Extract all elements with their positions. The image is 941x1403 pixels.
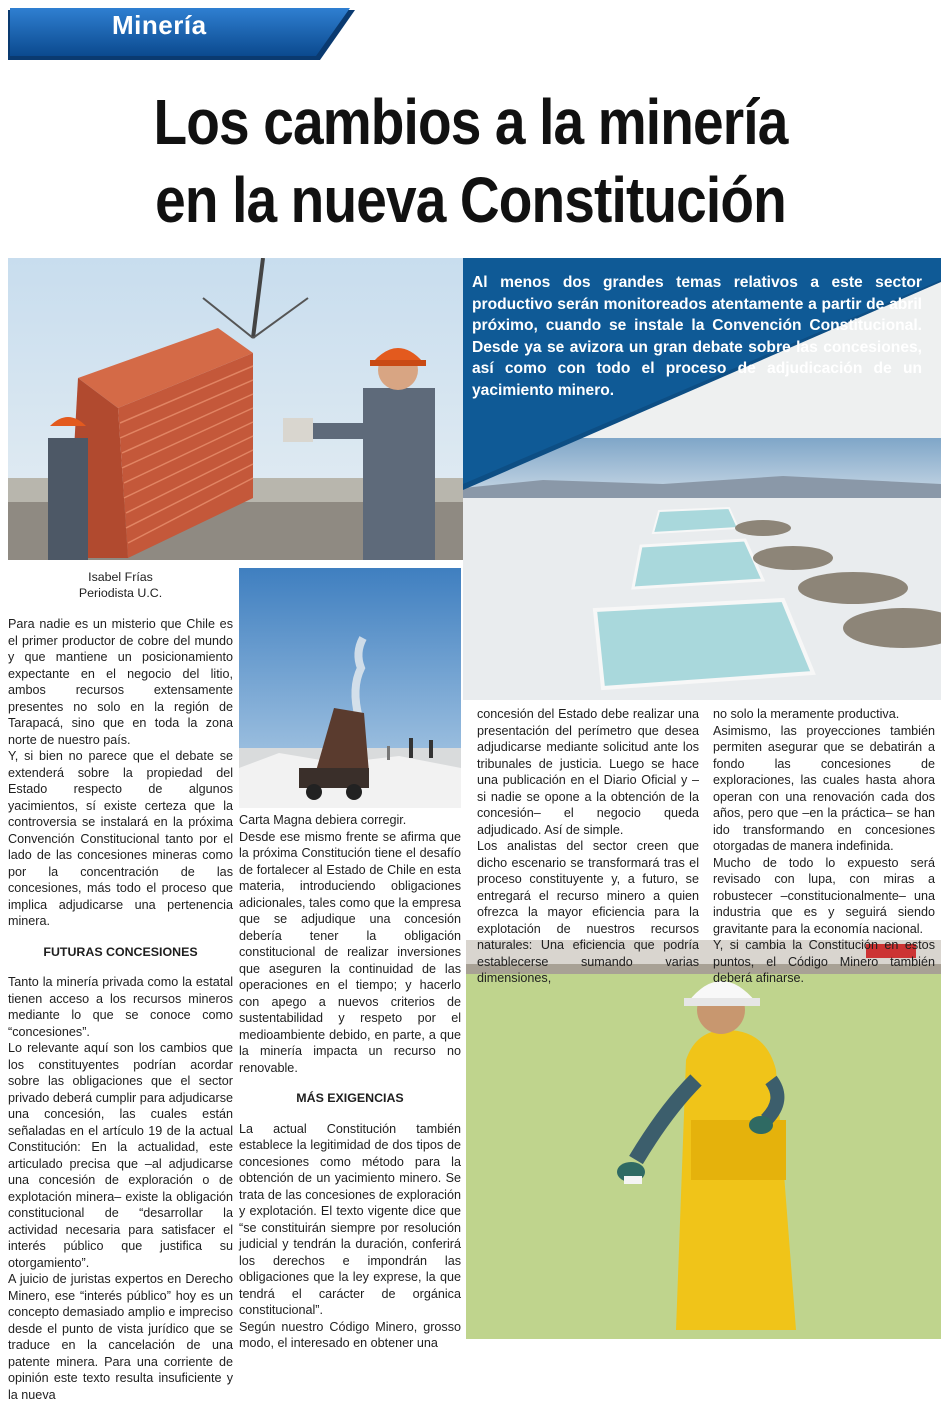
col4-paragraph-4: Y, si cambia la Constitución en estos puntos, el Código Minero también deberá afinarse. [713, 938, 935, 985]
article-column-3 [477, 706, 699, 987]
col1-paragraph-2: Y, si bien no parece que el debate se extenderá sobre la propiedad del Estado respecto de algunos yacimientos, sí existe certeza que la controversia se instalará en la próxima Convención Constitucional tanto por el lado de las concesiones mineras como por la concentración de las concesiones, más todo el proceso que implica adjudicarse una pertenencia minera. [8, 749, 233, 928]
col2-paragraph-3: La actual Constitución también establece la legitimidad de dos tipos de concesiones como método para la obtención de un yacimiento minero. Se trata de las concesiones de exploración y explotación. El texto vigente dice que “se constituirán siempre por resolución judicial y tendrán la duración, conferirá los derechos e impondrán las obligaciones que la ley exprese, la que tendrá el carácter de orgánica constitucional”. [239, 1121, 461, 1317]
col2-paragraph-2: Desde ese mismo frente se afirma que la próxima Constitución tiene el desafío de fortalecer al Estado de Chile en esta materia, introduciendo obligaciones adicionales, tales como que la empresa que se adjudique una concesión debería tener la obligación constitucional de realizar inversiones que aseguren la continuidad de las operaciones en el tiempo; y hacerlo con apego a nuevos criterios de sustentabilidad y respeto por el medioambiente debido, en parte, a que la minería impacta un recurso no renovable. [239, 829, 461, 1075]
col1-paragraph-1: Para nadie es un misterio que Chile es el primer productor de cobre del mundo y que mantiene un posicionamiento expectante en el negocio del litio, ambos recursos extensamente presentes no solo en la región de Tarapacá, sino que en toda la zona norte de nuestro país. [8, 617, 233, 747]
col3-paragraph-1: concesión del Estado debe realizar una presentación del perímetro que desea adjudicarse mediante solicitud ante los tribunales de justicia. Luego se hace una publicación en el Diario Oficial y –si nadie se opone a la obtención de la concesión– el negocio queda adjudicado. Así de simple. [477, 707, 699, 837]
col4-paragraph-1: no solo la meramente productiva. [713, 707, 900, 721]
col4-paragraph-3: Mucho de todo lo expuesto será revisado con lupa, con miras a robustecer –constitucionalmente– una industria que es y seguirá siendo gravitante para la economía nacional. [713, 855, 935, 936]
article-column-4 [713, 706, 935, 987]
section-label: Minería [112, 10, 207, 40]
lead-paragraph: Al menos dos grandes temas relativos a este sector productivo serán monitoreados atentamente a partir de abril próximo, cuando se instale la Convención Constitucional. Desde ya se avizora un gran debate sobre las concesiones, así como con todo el proceso de adjudicación de un yacimiento minero. [472, 274, 922, 399]
subhead-futuras-concesiones: FUTURAS CONCESIONES [43, 944, 198, 959]
col1-paragraph-4: Lo relevante aquí son los cambios que los constituyentes podrían acordar sobre las obligaciones que el sector privado deberá cumplir para adjudicarse una concesión, las cuales están señaladas en el artículo 19 de la actual Constitución: En la actualidad, este articulado precisa que –al adjudicarse una concesión de exploración o de explotación minera– existe la obligación constitucional de “desarrollar la actividad necesaria para satisfacer el interés público que justifica su otorgamiento”. [8, 1041, 233, 1270]
headline-line-2: en la nueva Constitución [155, 164, 786, 236]
byline [8, 569, 233, 601]
article-column-2 [239, 812, 461, 1352]
article-column-1 [8, 616, 233, 1403]
col2-paragraph-4: Según nuestro Código Minero, grosso modo, el interesado en obtener una [239, 1319, 461, 1350]
headline-line-1: Los cambios a la minería [153, 86, 788, 158]
col3-paragraph-2: Los analistas del sector creen que dicho escenario se transformará tras el proceso constituyente y, a futuro, se entregará el recurso minero a quien ofrezca la mayor eficiencia para la explotación de nuestros recursos naturales: Una eficiencia que podría establecerse sumando varias dimensiones, [477, 839, 699, 985]
col1-paragraph-5: A juicio de juristas expertos en Derecho Minero, ese “interés público” hoy es un concepto demasiado amplio e impreciso desde el punto de vista jurídico que se traduce en la cancelación de una patente minera. Para una corriente de opinión este texto resulta insuficiente y la nueva [8, 1272, 233, 1402]
photo-copper-cathodes [8, 258, 463, 560]
byline-name: Isabel Frías [88, 570, 153, 584]
byline-role: Periodista U.C. [78, 586, 163, 600]
photo-lagoon-worker [466, 940, 941, 1339]
col4-paragraph-2: Asimismo, las proyecciones también permiten asegurar que se debatirán a fondo las concesiones de exploraciones, las cuales hasta ahora operan con una renovación cada dos años, pero que –en la práctica– se han ido transformando en concesiones otorgadas de manera indefinida. [713, 723, 935, 853]
col1-paragraph-3: Tanto la minería privada como la estatal tienen acceso a los recursos mineros mediante lo que se conoce como “concesiones”. [8, 975, 233, 1039]
subhead-mas-exigencias: MÁS EXIGENCIAS [296, 1091, 404, 1105]
col2-paragraph-1: Carta Magna debiera corregir. [239, 813, 407, 827]
photo-dump-truck [239, 568, 461, 808]
